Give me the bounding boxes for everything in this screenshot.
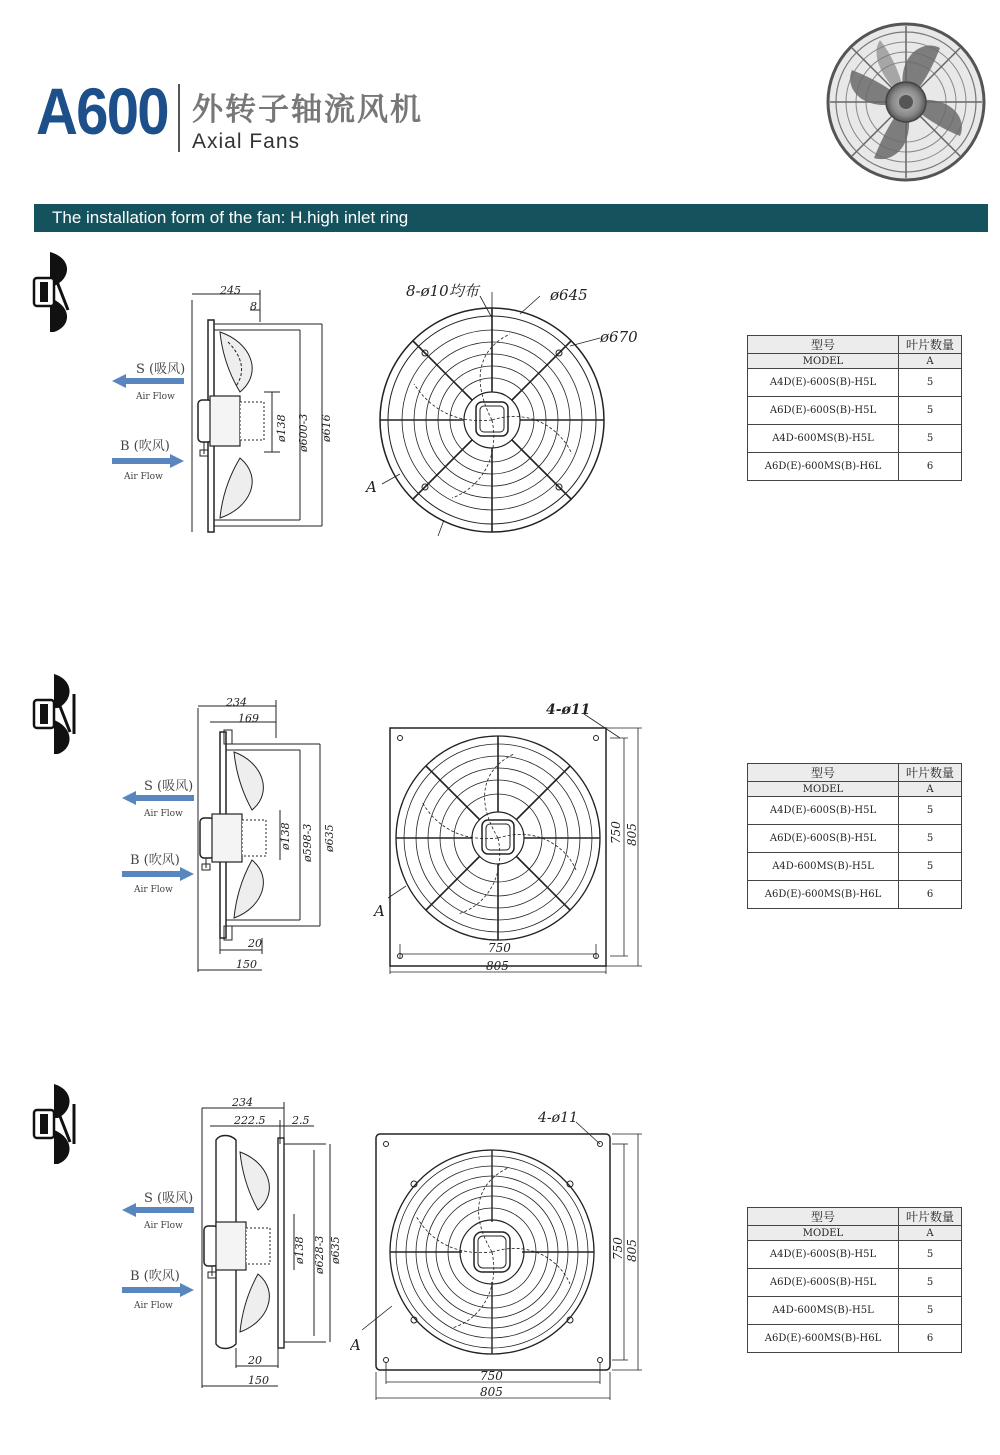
fan-side-icon <box>28 248 80 336</box>
suction-label: S (吸风) <box>136 362 186 377</box>
side-view-drawing <box>190 692 350 977</box>
model-cell: A6D(E)-600S(B)-H5L <box>748 397 899 425</box>
table-row <box>748 853 962 881</box>
table-row <box>748 397 962 425</box>
table-row <box>748 825 962 853</box>
dim-label: 169 <box>238 712 259 725</box>
table-row <box>748 881 962 909</box>
dim-label: 150 <box>236 958 257 971</box>
blade-count-cell: 5 <box>899 1297 962 1325</box>
dim-label: 750 <box>609 821 623 844</box>
blowing-label: B (吹风) <box>130 853 180 868</box>
marker-a: A <box>350 1336 361 1354</box>
blade-count-cell: 5 <box>899 1269 962 1297</box>
table-header-model: MODEL <box>748 1226 899 1241</box>
fan-side-icon <box>28 670 80 758</box>
front-view-drawing <box>350 1104 650 1404</box>
table-header-model: MODEL <box>748 782 899 797</box>
dim-label: 20 <box>248 937 262 950</box>
dim-label: 8 <box>250 300 257 313</box>
dim-label: ø600-3 <box>297 413 310 452</box>
front-view-drawing <box>370 698 650 980</box>
blade-count-cell: 6 <box>899 453 962 481</box>
dim-label: 805 <box>625 823 639 846</box>
table-row <box>748 1325 962 1353</box>
airflow-legend <box>118 1182 208 1312</box>
table-row <box>748 369 962 397</box>
table-row <box>748 1297 962 1325</box>
dim-label: ø138 <box>293 1236 306 1264</box>
table-row <box>748 1269 962 1297</box>
blade-count-cell: 5 <box>899 425 962 453</box>
model-cell: A6D(E)-600S(B)-H5L <box>748 1269 899 1297</box>
dim-label: 750 <box>480 1369 503 1383</box>
table-header-a: A <box>899 782 962 797</box>
air-flow-label: Air Flow <box>124 472 163 482</box>
section-title: The installation form of the fan: H.high inlet ring <box>52 208 409 227</box>
table-row <box>748 453 962 481</box>
dim-label: ø138 <box>279 822 292 850</box>
model-cell: A6D(E)-600MS(B)-H6L <box>748 1325 899 1353</box>
fan-product-photo <box>822 18 990 186</box>
dim-label: 222.5 <box>234 1114 266 1127</box>
blade-count-cell: 5 <box>899 853 962 881</box>
air-flow-label: Air Flow <box>144 1221 183 1231</box>
fan-side-icon <box>28 1080 80 1168</box>
table-header-blades-cn: 叶片数量 <box>899 1208 962 1226</box>
model-table <box>747 335 962 481</box>
dim-label: ø628-3 <box>313 1235 326 1274</box>
air-flow-label: Air Flow <box>134 1301 173 1311</box>
dim-label: 150 <box>248 1374 269 1387</box>
model-cell: A4D-600MS(B)-H5L <box>748 425 899 453</box>
model-cell: A6D(E)-600MS(B)-H6L <box>748 881 899 909</box>
title-english: Axial Fans <box>192 130 301 153</box>
blade-count-cell: 5 <box>899 1241 962 1269</box>
marker-a: A <box>366 478 377 496</box>
dim-label: 805 <box>625 1239 639 1262</box>
model-cell: A6D(E)-600S(B)-H5L <box>748 825 899 853</box>
model-table <box>747 763 962 909</box>
dim-label: 4-ø11 <box>546 702 591 718</box>
table-header-a: A <box>899 1226 962 1241</box>
blowing-label: B (吹风) <box>130 1269 180 1284</box>
dim-label: ø645 <box>550 286 588 304</box>
model-cell: A4D(E)-600S(B)-H5L <box>748 369 899 397</box>
blade-count-cell: 5 <box>899 369 962 397</box>
blade-count-cell: 5 <box>899 797 962 825</box>
side-view-drawing <box>180 282 340 542</box>
suction-label: S (吸风) <box>144 1191 194 1206</box>
table-row <box>748 1241 962 1269</box>
air-flow-label: Air Flow <box>136 392 175 402</box>
table-header-model: MODEL <box>748 354 899 369</box>
dim-label: 8-ø10均布 <box>406 282 479 300</box>
dim-label: 750 <box>611 1237 625 1260</box>
model-table <box>747 1207 962 1353</box>
marker-a: A <box>374 902 385 920</box>
blade-count-cell: 5 <box>899 397 962 425</box>
dim-label: 750 <box>488 941 511 955</box>
front-view-drawing <box>360 278 650 540</box>
suction-label: S (吸风) <box>144 779 194 794</box>
dim-label: 805 <box>486 959 509 973</box>
dim-label: 20 <box>248 1354 262 1367</box>
table-header-model-cn: 型号 <box>748 336 899 354</box>
air-flow-label: Air Flow <box>134 885 173 895</box>
blade-count-cell: 6 <box>899 1325 962 1353</box>
model-cell: A4D-600MS(B)-H5L <box>748 1297 899 1325</box>
dim-label: ø616 <box>320 414 333 442</box>
dim-label: ø635 <box>323 824 336 852</box>
model-cell: A4D-600MS(B)-H5L <box>748 853 899 881</box>
title-divider <box>178 84 180 152</box>
model-code: A600 <box>36 74 168 148</box>
table-row <box>748 797 962 825</box>
blowing-label: B (吹风) <box>120 439 170 454</box>
dim-label: 4-ø11 <box>538 1110 578 1126</box>
dim-label: 245 <box>220 284 241 297</box>
dim-label: ø598-3 <box>301 823 314 862</box>
table-header-model-cn: 型号 <box>748 764 899 782</box>
side-view-drawing <box>196 1094 356 1394</box>
air-flow-label: Air Flow <box>144 809 183 819</box>
dim-label: 234 <box>232 1096 253 1109</box>
blade-count-cell: 5 <box>899 825 962 853</box>
dim-label: ø138 <box>275 414 288 442</box>
blade-count-cell: 6 <box>899 881 962 909</box>
title-chinese: 外转子轴流风机 <box>192 92 423 128</box>
section-title-bar <box>34 204 988 232</box>
dim-label: ø635 <box>329 1236 342 1264</box>
table-row <box>748 425 962 453</box>
model-cell: A4D(E)-600S(B)-H5L <box>748 1241 899 1269</box>
model-cell: A4D(E)-600S(B)-H5L <box>748 797 899 825</box>
table-header-model-cn: 型号 <box>748 1208 899 1226</box>
dim-label: 234 <box>226 696 247 709</box>
table-header-a: A <box>899 354 962 369</box>
dim-label: 2.5 <box>292 1114 310 1127</box>
model-cell: A6D(E)-600MS(B)-H6L <box>748 453 899 481</box>
table-header-blades-cn: 叶片数量 <box>899 764 962 782</box>
dim-label: ø670 <box>600 328 638 346</box>
dim-label: 805 <box>480 1385 503 1399</box>
table-header-blades-cn: 叶片数量 <box>899 336 962 354</box>
